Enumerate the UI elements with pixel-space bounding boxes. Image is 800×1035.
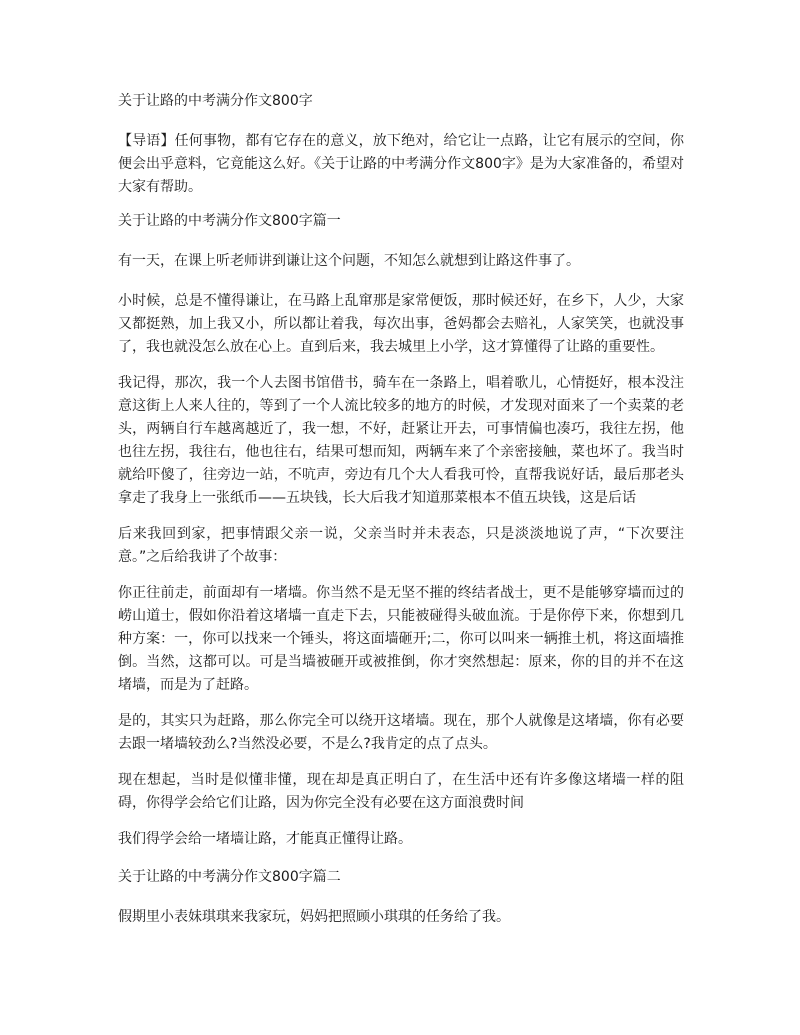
- section-two-title: 关于让路的中考满分作文800字篇二: [118, 869, 341, 885]
- section-one-title: 关于让路的中考满分作文800字篇一: [118, 213, 341, 229]
- paragraph-1: 有一天，在课上听老师讲到谦让这个问题，不知怎么就想到让路这件事了。: [118, 253, 580, 269]
- paragraph-5: 你正往前走，前面却有一堵墙。你当然不是无坚不摧的终结者战士，更不是能够穿墙而过的崂山道士，假如你沿着这堵墙一直走下去，只能被碰得头破血流。于是你停下来，你想到几种方案：一，你可以找来一个锤头，将这面墙砸开;二，你可以叫来一辆推土机，将这面墙推倒。当然，这都可以。可是当墙被砸开或被推倒，你才突然想起：原来，你的目的并不在这堵墙，而是为了赶路。: [118, 585, 684, 693]
- paragraph-9: 假期里小表妹琪琪来我家玩，妈妈把照顾小琪琪的任务给了我。: [118, 909, 510, 925]
- document-page: [118, 92, 684, 946]
- paragraph-4: 后来我回到家，把事情跟父亲一说，父亲当时并未表态，只是淡淡地说了声，“下次要注意。”之后给我讲了个故事：: [118, 526, 684, 565]
- paragraph-3: 我记得，那次，我一个人去图书馆借书，骑车在一条路上，唱着歌儿，心情挺好，根本没注意这街上人来人往的，等到了一个人流比较多的地方的时候，才发现对面来了一个卖菜的老头，两辆自行车越离越近了，我一想，不好，赶紧让开去，可事情偏也凑巧，我往左拐，他也往左拐，我往右，他也往右，结果可想而知，两辆车来了个亲密接触，菜也坏了。我当时就给吓傻了，往旁边一站，不吭声，旁边有几个大人看我可怜，直帮我说好话，最后那老头拿走了我身上一张纸币——五块钱，长大后我才知道那菜根本不值五块钱，这是后话: [118, 375, 684, 506]
- document-title: 关于让路的中考满分作文800字: [118, 93, 313, 109]
- paragraph-2: 小时候，总是不懂得谦让，在马路上乱窜那是家常便饭，那时候还好，在乡下，人少，大家又都挺熟，加上我又小，所以都让着我，每次出事，爸妈都会去赔礼，人家笑笑，也就没事了，我也就没怎么放在心上。直到后来，我去城里上小学，这才算懂得了让路的重要性。: [118, 293, 684, 355]
- paragraph-7: 现在想起，当时是似懂非懂，现在却是真正明白了，在生活中还有许多像这堵墙一样的阻碍，你得学会给它们让路，因为你完全没有必要在这方面浪费时间: [118, 772, 684, 811]
- paragraph-6: 是的，其实只为赶路，那么你完全可以绕开这堵墙。现在，那个人就像是这堵墙，你有必要去跟一堵墙较劲么?当然没必要，不是么?我肯定的点了点头。: [118, 713, 684, 752]
- intro-paragraph: 【导语】任何事物，都有它存在的意义，放下绝对，给它让一点路，让它有展示的空间，你便会出乎意料，它竟能这么好。《关于让路的中考满分作文800字》是为大家准备的，希望对大家有帮助。: [118, 133, 684, 195]
- paragraph-8: 我们得学会给一堵墙让路，才能真正懂得让路。: [118, 831, 412, 847]
